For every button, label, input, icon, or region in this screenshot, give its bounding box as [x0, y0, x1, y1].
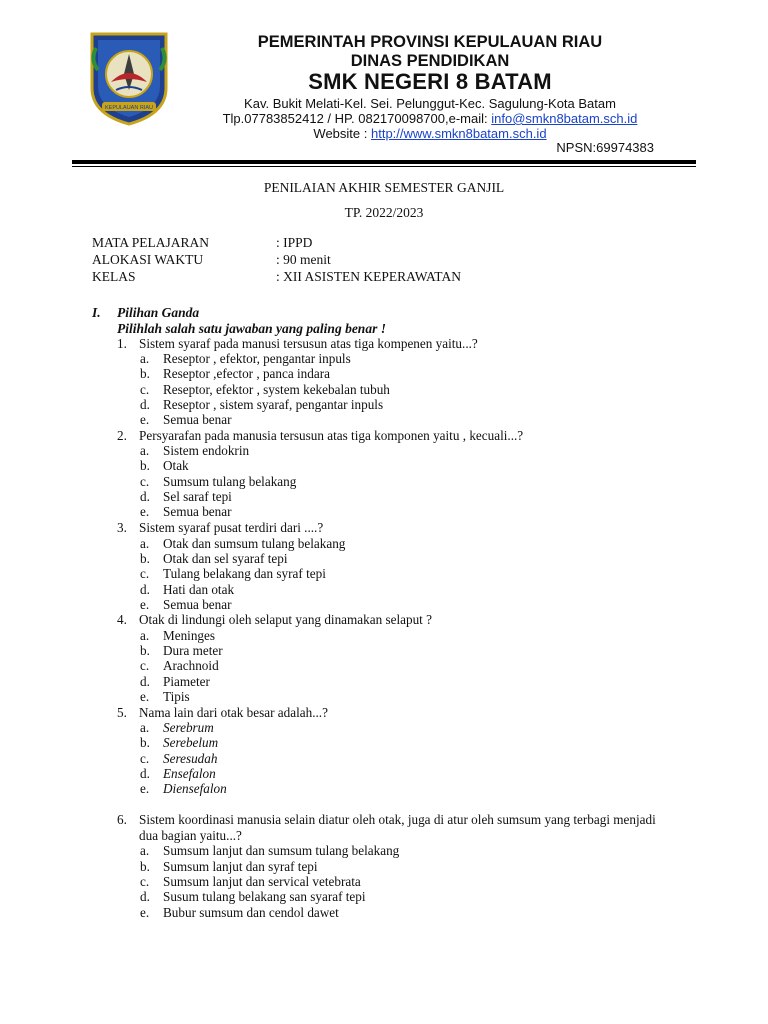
option-5c: c. Seresudah — [140, 751, 218, 766]
website-label: Website : — [313, 126, 371, 141]
option-5a: a. Serebrum — [140, 720, 214, 735]
header-department: DINAS PENDIDIKAN — [350, 52, 510, 70]
option-2a: a. Sistem endokrin — [140, 443, 250, 458]
exam-title: PENILAIAN AKHIR SEMESTER GANJIL — [263, 180, 505, 195]
section-title: Pilihan Ganda — [117, 305, 200, 320]
question-number: 2. — [117, 428, 127, 443]
info-key: KELAS — [92, 269, 136, 284]
option-1b: b. Reseptor ,efector , panca indara — [140, 366, 330, 381]
npsn-number: NPSN:69974383 — [556, 140, 654, 155]
info-value: : IPPD — [276, 235, 313, 250]
contact-phone: Tlp.07783852412 / HP. 082170098700,e-mail: — [222, 111, 492, 126]
option-1d: d. Reseptor , sistem syaraf, pengantar inpuls — [140, 397, 384, 412]
question-5 — [117, 705, 657, 721]
header-website — [180, 126, 680, 141]
option-6d: d. Susum tulang belakang san syaraf tepi — [140, 889, 366, 904]
option-3e: e. Semua benar — [140, 597, 232, 612]
question-text: Sistem syaraf pusat terdiri dari ....? — [139, 520, 324, 535]
question-2 — [117, 428, 657, 444]
header-divider-thin — [72, 166, 696, 167]
section-heading — [92, 305, 199, 321]
option-6e: e. Bubur sumsum dan cendol dawet — [140, 905, 339, 920]
question-text: Sistem koordinasi manusia selain diatur oleh otak, juga di atur oleh sumsum yang terbagi menjadi dua bagian yaitu...? — [139, 812, 656, 843]
header-divider-thick — [72, 160, 696, 164]
option-2d: d. Sel saraf tepi — [140, 489, 232, 504]
info-row-subject — [92, 235, 312, 251]
email-link[interactable]: info@smkn8batam.sch.id — [491, 111, 638, 126]
section-instruction: Pilihlah salah satu jawaban yang paling benar ! — [117, 321, 386, 336]
option-4a: a. Meninges — [140, 628, 216, 643]
option-3c: c. Tulang belakang dan syraf tepi — [140, 566, 326, 581]
info-row-time — [92, 252, 331, 268]
option-3d: d. Hati dan otak — [140, 582, 235, 597]
section-number: I. — [92, 305, 101, 320]
option-3b: b. Otak dan sel syaraf tepi — [140, 551, 288, 566]
option-5d: d. Ensefalon — [140, 766, 216, 781]
option-2e: e. Semua benar — [140, 504, 232, 519]
option-4e: e. Tipis — [140, 689, 190, 704]
option-6b: b. Sumsum lanjut dan syraf tepi — [140, 859, 318, 874]
question-1 — [117, 336, 657, 352]
question-4 — [117, 612, 657, 628]
question-number: 6. — [117, 812, 127, 827]
option-3a: a. Otak dan sumsum tulang belakang — [140, 536, 346, 551]
exam-year: TP. 2022/2023 — [344, 205, 424, 220]
option-5e: e. Diensefalon — [140, 781, 227, 796]
option-2c: c. Sumsum tulang belakang — [140, 474, 297, 489]
question-6 — [117, 812, 657, 843]
option-1e: e. Semua benar — [140, 412, 232, 427]
info-value: : 90 menit — [276, 252, 331, 267]
svg-text:KEPULAUAN RIAU: KEPULAUAN RIAU — [105, 105, 153, 111]
header-contact — [180, 111, 680, 126]
option-2b: b. Otak — [140, 458, 189, 473]
info-key: ALOKASI WAKTU — [92, 252, 204, 267]
question-text: Sistem syaraf pada manusi tersusun atas tiga kompenen yaitu...? — [139, 336, 478, 351]
question-text: Nama lain dari otak besar adalah...? — [139, 705, 328, 720]
question-number: 1. — [117, 336, 127, 351]
option-4c: c. Arachnoid — [140, 658, 219, 673]
provincial-emblem-logo — [86, 30, 172, 126]
website-link[interactable]: http://www.smkn8batam.sch.id — [370, 126, 547, 141]
option-6a: a. Sumsum lanjut dan sumsum tulang belakang — [140, 843, 400, 858]
question-number: 3. — [117, 520, 127, 535]
option-6c: c. Sumsum lanjut dan servical vetebrata — [140, 874, 361, 889]
question-3 — [117, 520, 657, 536]
question-number: 5. — [117, 705, 127, 720]
question-text: Otak di lindungi oleh selaput yang dinamakan selaput ? — [139, 612, 432, 627]
question-text: Persyarafan pada manusia tersusun atas tiga komponen yaitu , kecuali...? — [139, 428, 524, 443]
info-key: MATA PELAJARAN — [92, 235, 210, 250]
header-government: PEMERINTAH PROVINSI KEPULAUAN RIAU — [257, 33, 603, 51]
question-number: 4. — [117, 612, 127, 627]
info-row-class — [92, 269, 461, 285]
header-school-name: SMK NEGERI 8 BATAM — [308, 69, 552, 94]
option-5b: b. Serebelum — [140, 735, 219, 750]
option-1c: c. Reseptor, efektor , system kekebalan tubuh — [140, 382, 390, 397]
option-1a: a. Reseptor , efektor, pengantar inpuls — [140, 351, 351, 366]
header-address: Kav. Bukit Melati-Kel. Sei. Pelunggut-Kec. Sagulung-Kota Batam — [244, 96, 616, 111]
option-4d: d. Piameter — [140, 674, 210, 689]
info-value: : XII ASISTEN KEPERAWATAN — [276, 269, 461, 284]
option-4b: b. Dura meter — [140, 643, 223, 658]
